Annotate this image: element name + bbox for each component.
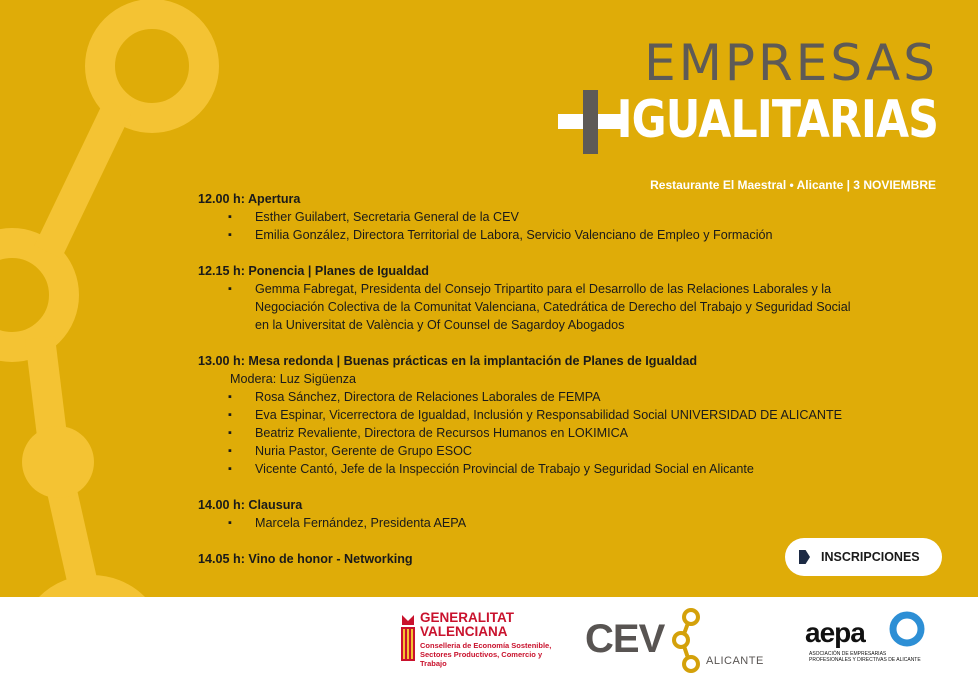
bullet-icon: ▪ bbox=[228, 409, 232, 421]
speaker-item bbox=[198, 280, 868, 334]
agenda-block bbox=[198, 352, 868, 478]
plus-icon bbox=[558, 90, 622, 154]
speaker-text: Marcela Fernández, Presidenta AEPA bbox=[255, 516, 467, 530]
speaker-item bbox=[198, 406, 868, 424]
agenda-title: Apertura bbox=[247, 192, 301, 206]
agenda-time: 12.15 h: bbox=[198, 264, 245, 278]
agenda-block-heading bbox=[198, 352, 868, 370]
agenda-time: 13.00 h: bbox=[198, 354, 245, 368]
bullet-icon: ▪ bbox=[228, 445, 232, 457]
generalitat-name: GENERALITAT VALENCIANA bbox=[420, 610, 514, 639]
cev-chain-icon bbox=[671, 607, 711, 679]
sponsors-footer bbox=[0, 597, 978, 691]
bullet-icon: ▪ bbox=[228, 517, 232, 529]
agenda-title: Vino de honor - Networking bbox=[248, 552, 413, 566]
bullet-icon: ▪ bbox=[228, 463, 232, 475]
cev-name: CEV bbox=[585, 617, 665, 661]
speaker-text: Beatriz Revaliente, Directora de Recursos Humanos en LOKIMICA bbox=[255, 426, 629, 440]
speaker-item bbox=[198, 442, 868, 460]
speaker-text: Emilia González, Directora Territorial de Labora, Servicio Valenciano de Empleo y Formación bbox=[255, 228, 773, 242]
aepa-logo bbox=[805, 609, 935, 681]
event-location-date: Restaurante El Maestral • Alicante | 3 NOVIEMBRE bbox=[650, 178, 936, 192]
generalitat-logo bbox=[398, 611, 588, 675]
agenda-block-heading bbox=[198, 190, 868, 208]
generalitat-crest-icon bbox=[398, 613, 418, 663]
agenda-title: Clausura bbox=[248, 498, 303, 512]
arrow-right-icon bbox=[799, 550, 810, 564]
speaker-item bbox=[198, 424, 868, 442]
speaker-item bbox=[198, 226, 868, 244]
inscripciones-button[interactable] bbox=[785, 538, 942, 576]
generalitat-conselleria: Conselleria de Economía Sostenible, Sectores Productivos, Comercio y Trabajo bbox=[420, 641, 552, 668]
agenda-title: Ponencia | Planes de Igualdad bbox=[248, 264, 429, 278]
aepa-ring-icon bbox=[887, 609, 927, 649]
speaker-text: Rosa Sánchez, Directora de Relaciones Laborales de FEMPA bbox=[255, 390, 601, 404]
aepa-description: ASOCIACIÓN DE EMPRESARIAS PROFESIONALES Y DIRECTIVAS DE ALICANTE bbox=[809, 651, 921, 663]
agenda-title: Mesa redonda | Buenas prácticas en la implantación de Planes de Igualdad bbox=[248, 354, 698, 368]
bullet-icon: ▪ bbox=[228, 283, 232, 295]
agenda-time: 12.00 h: bbox=[198, 192, 245, 206]
agenda-block bbox=[198, 550, 868, 568]
speaker-item bbox=[198, 460, 868, 478]
cev-logo bbox=[585, 607, 775, 679]
aepa-name: aepa bbox=[805, 617, 865, 648]
speaker-item bbox=[198, 388, 868, 406]
bullet-icon: ▪ bbox=[228, 391, 232, 403]
speaker-item bbox=[198, 514, 868, 532]
bullet-icon: ▪ bbox=[228, 427, 232, 439]
cev-alicante: ALICANTE bbox=[706, 655, 764, 667]
bullet-icon: ▪ bbox=[228, 229, 232, 241]
agenda-block-heading bbox=[198, 550, 868, 568]
agenda-block bbox=[198, 190, 868, 244]
title-empresas: EMPRESAS bbox=[644, 34, 938, 92]
agenda-time: 14.00 h: bbox=[198, 498, 245, 512]
speaker-text: Gemma Fabregat, Presidenta del Consejo Tripartito para el Desarrollo de las Relaciones Laborales y la Negociación Colectiva de la Comunitat Valenciana, Catedrática de Derecho del Trabajo y Seguridad Social en la Universitat de València y Of Counsel de Sagardoy Abogados bbox=[255, 282, 851, 332]
speaker-text: Vicente Cantó, Jefe de la Inspección Provincial de Trabajo y Seguridad Social en Alicante bbox=[255, 462, 754, 476]
title-igualitarias: IGUALITARIAS bbox=[616, 90, 938, 150]
agenda-time: 14.05 h: bbox=[198, 552, 245, 566]
speaker-item bbox=[198, 208, 868, 226]
speaker-text: Nuria Pastor, Gerente de Grupo ESOC bbox=[255, 444, 472, 458]
agenda bbox=[198, 190, 868, 586]
inscripciones-label: INSCRIPCIONES bbox=[821, 550, 920, 564]
agenda-block bbox=[198, 262, 868, 334]
agenda-block bbox=[198, 496, 868, 532]
speaker-text: Esther Guilabert, Secretaria General de la CEV bbox=[255, 210, 519, 224]
agenda-block-heading bbox=[198, 496, 868, 514]
bullet-icon: ▪ bbox=[228, 211, 232, 223]
agenda-moderator: Modera: Luz Sigüenza bbox=[230, 372, 357, 386]
agenda-block-heading bbox=[198, 262, 868, 280]
speaker-text: Eva Espinar, Vicerrectora de Igualdad, Inclusión y Responsabilidad Social UNIVERSIDAD DE ALICANTE bbox=[255, 408, 843, 422]
